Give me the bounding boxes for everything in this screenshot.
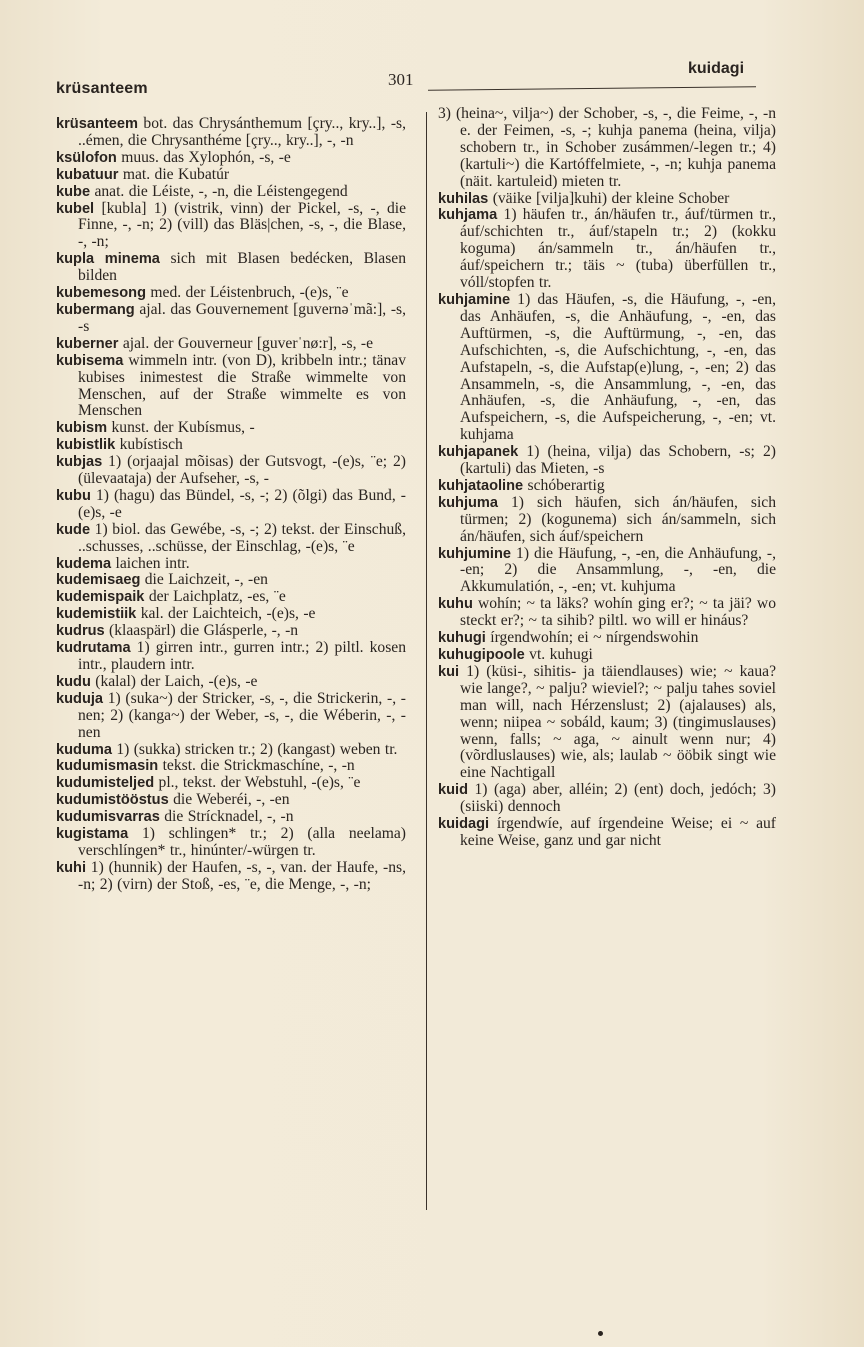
entry-headword: kudemistiik bbox=[56, 606, 137, 623]
dictionary-entry bbox=[438, 495, 776, 546]
entry-definition: 1) (heina, vilja) das Schobern, -s; 2) (kartuli) das Mieten, -s bbox=[460, 443, 776, 478]
entry-definition: 1) (hunnik) der Haufen, -s, -, van. der Haufe, -ns, -n; 2) (virn) der Stoß, -es, ¨e, die Menge, -, -n; bbox=[78, 858, 406, 893]
entry-headword: kudemisaeg bbox=[56, 572, 141, 589]
dictionary-entry bbox=[438, 444, 776, 478]
dictionary-entry bbox=[438, 191, 776, 208]
header-left-guide-word: krüsanteem bbox=[56, 80, 148, 97]
entry-headword: kuduma bbox=[56, 741, 112, 758]
entry-headword: kudrutama bbox=[56, 640, 131, 657]
entry-headword: kuhjama bbox=[438, 207, 498, 224]
dictionary-entry bbox=[56, 758, 406, 775]
entry-headword: kude bbox=[56, 521, 91, 538]
entry-headword: kuhjuma bbox=[438, 494, 499, 511]
entry-definition: 1) schlingen* tr.; 2) (alla neelama) verschlíngen* tr., hinúnter/-würgen tr. bbox=[78, 825, 406, 859]
entry-definition: (kalal) der Laich, -(e)s, -e bbox=[90, 672, 258, 690]
entry-headword: kubistlik bbox=[56, 437, 116, 454]
dictionary-entry bbox=[56, 454, 406, 488]
entry-headword: kudumismasin bbox=[56, 758, 159, 775]
entry-headword: kuid bbox=[438, 782, 468, 799]
entry-definition: 1) (hagu) das Bündel, -s, -; 2) (õlgi) das Bund, -(e)s, -e bbox=[78, 486, 406, 521]
entry-definition: írgendwohín; ei ~ nírgendswohin bbox=[485, 629, 699, 647]
entry-definition: 1) das Häufen, -s, die Häufung, -, -en, das Anhäufen, -s, die Anhäufung, -, -en, das Auftürmen, -s, die Auftürmung, -, -en, das Aufschichten, -s, die Aufschichtung, -, -en, das Aufstapeln, -s, die Aufstap(e)lung, -, -en; 2) das Ansammeln, -s, die Ansammlung, -, -en, das Anhäufen, -s, die Anhäufung, -, -en, das Aufspeichern, -s, die Aufspeicherung, -, -en; vt. kuhjama bbox=[460, 290, 776, 444]
entry-headword: ksülofon bbox=[56, 149, 117, 166]
entry-headword: kugistama bbox=[56, 826, 129, 843]
entry-definition: vt. kuhugi bbox=[524, 646, 593, 663]
dictionary-entry bbox=[56, 150, 406, 167]
dictionary-entry bbox=[56, 792, 406, 809]
dictionary-entry bbox=[56, 488, 406, 522]
entry-headword: kuhugipoole bbox=[438, 647, 525, 663]
dictionary-entry bbox=[56, 826, 406, 860]
page-mark bbox=[598, 1331, 603, 1336]
entry-definition: sich mit Blasen bedécken, Blasen bilden bbox=[78, 250, 407, 285]
entry-definition: ajal. der Gouverneur [guverˈnø:r], -s, -e bbox=[118, 334, 374, 352]
entry-headword: krüsanteem bbox=[56, 116, 138, 132]
entry-definition: (väike [vilja]kuhi) der kleine Schober bbox=[488, 189, 730, 207]
dictionary-entry bbox=[56, 589, 406, 606]
dictionary-entry bbox=[56, 302, 406, 336]
entry-definition: laichen intr. bbox=[111, 554, 190, 572]
dictionary-entry bbox=[56, 809, 406, 826]
page-header bbox=[0, 0, 864, 110]
entry-definition: bot. das Chrysánthemum [çry.., kry..], -s, ..émen, die Chrysanthéme [çry.., kry..], -, -n bbox=[78, 115, 406, 149]
header-right-guide-word: kuidagi bbox=[688, 60, 745, 77]
dictionary-entry bbox=[56, 691, 406, 742]
entry-headword: kuhi bbox=[56, 859, 86, 876]
entry-definition: 1) (sukka) stricken tr.; 2) (kangast) weben tr. bbox=[111, 740, 398, 758]
entry-headword: kudemispaik bbox=[56, 589, 145, 606]
entry-definition: 1) (küsi-, sihitis- ja täiendlauses) wie; ~ kaua? wie lange?, ~ palju? wieviel?; ~ palju tahes soviel man will, nach Hérzenslust; 2) (ajalauses) als, wenn; niipea ~ sobáld, kaum; 3) (tingimuslauses) wenn, falls; ~ aga, ~ ainult wenn nur; 4) (võrdluslauses) wie, als; laulab ~ ööbik singt wie eine Nachtigall bbox=[459, 662, 776, 782]
entry-headword: kudema bbox=[56, 555, 112, 572]
dictionary-entry bbox=[56, 201, 406, 252]
dictionary-entry bbox=[438, 816, 776, 850]
page-number: 301 bbox=[388, 70, 414, 89]
entry-definition: 3) (heina~, vilja~) der Schober, -s, -, die Feime, -, -n e. der Feimen, -s, -; kuhja panema (heina, vilja) schobern tr., in Schober zusámmen/-legen tr.; 4) (kartuli~) die Kartóffelmiete, -, -n; kuhja panema (näit. kartuleid) mieten tr. bbox=[438, 105, 776, 190]
dictionary-entry bbox=[438, 664, 776, 782]
dictionary-entry bbox=[56, 437, 406, 454]
entry-headword: kubemesong bbox=[56, 285, 147, 302]
entry-headword: kudumisvarras bbox=[56, 809, 160, 826]
entry-headword: kudrus bbox=[56, 623, 105, 640]
entry-headword: kuhjamine bbox=[438, 291, 511, 308]
entry-definition: schóberartig bbox=[523, 476, 605, 494]
entry-definition: pl., tekst. der Webstuhl, -(e)s, ¨e bbox=[154, 774, 361, 792]
dictionary-entry bbox=[56, 606, 406, 623]
entry-headword: kuhjataoline bbox=[438, 477, 524, 494]
entry-headword: kubu bbox=[56, 487, 91, 504]
entry-definition: die Weberéi, -, -en bbox=[168, 791, 290, 809]
dictionary-entry bbox=[56, 640, 406, 674]
dictionary-entry bbox=[56, 674, 406, 691]
entry-headword: kube bbox=[56, 183, 91, 200]
entry-definition: 1) girren intr., gurren intr.; 2) piltl. kosen intr., plaudern intr. bbox=[78, 639, 406, 673]
dictionary-entry bbox=[56, 167, 406, 184]
dictionary-entry bbox=[56, 556, 406, 573]
dictionary-entry bbox=[56, 285, 406, 302]
dictionary-entry bbox=[438, 292, 776, 444]
entry-headword: kubatuur bbox=[56, 166, 119, 183]
entry-headword: kuhjapanek bbox=[438, 444, 519, 461]
dictionary-entry bbox=[56, 184, 406, 201]
entry-definition: tekst. die Strickmaschíne, -, -n bbox=[158, 757, 355, 775]
dictionary-entry bbox=[56, 623, 406, 640]
column-divider bbox=[426, 112, 427, 1210]
entry-headword: kubisema bbox=[56, 352, 124, 369]
entry-definition: (klaaspärl) die Glásperle, -, -n bbox=[104, 622, 299, 640]
dictionary-entry bbox=[56, 742, 406, 759]
dictionary-entry bbox=[438, 546, 776, 597]
entry-definition: wohín; ~ ta läks? wohín ging er?; ~ ta jäi? wo steckt er?; ~ ta sihib? piltl. wo will er hináus? bbox=[460, 595, 776, 630]
entry-definition: ajal. das Gouvernement [guvernəˈmã:], -s, -s bbox=[78, 300, 406, 335]
entry-headword: kuduja bbox=[56, 690, 104, 707]
entry-definition: írgendwíe, auf írgendeine Weise; ei ~ auf keine Weise, ganz und gar nicht bbox=[460, 815, 776, 849]
entry-headword: kuhugi bbox=[438, 630, 486, 647]
entry-definition: anat. die Léiste, -, -n, die Léistengegend bbox=[90, 182, 348, 200]
entry-definition: 1) (orjaajal mõisas) der Gutsvogt, -(e)s, ¨e; 2) (ülevaataja) der Aufseher, -s, - bbox=[78, 453, 406, 488]
dictionary-entry bbox=[438, 647, 776, 664]
entry-headword: kuhilas bbox=[438, 190, 489, 207]
left-column bbox=[56, 116, 406, 894]
entry-headword: kuidagi bbox=[438, 816, 490, 833]
dictionary-entry bbox=[438, 596, 776, 630]
right-column bbox=[438, 106, 776, 850]
entry-headword: kubism bbox=[56, 420, 108, 437]
dictionary-entry bbox=[56, 420, 406, 437]
dictionary-entry bbox=[56, 775, 406, 792]
dictionary-entry bbox=[438, 782, 776, 816]
entry-headword: kubermang bbox=[56, 301, 135, 318]
dictionary-entry bbox=[56, 522, 406, 556]
entry-definition: kal. der Laichteich, -(e)s, -e bbox=[136, 605, 316, 623]
entry-headword: kubjas bbox=[56, 454, 103, 471]
entry-headword: kuhu bbox=[438, 596, 473, 613]
entry-definition: die Strícknadel, -, -n bbox=[159, 808, 294, 826]
entry-definition: 1) (suka~) der Stricker, -s, -, die Strickerin, -, -nen; 2) (kanga~) der Weber, -s, -, die Wéberin, -, -nen bbox=[78, 689, 406, 741]
entry-definition: [kubla] 1) (vistrik, vinn) der Pickel, -s, -, die Finne, -, -n; 2) (vill) das Bläs|chen, -s, -, die Blase, -, -n; bbox=[78, 199, 406, 251]
entry-definition: med. der Léistenbruch, -(e)s, ¨e bbox=[146, 284, 349, 302]
entry-definition: 1) sich häufen, sich án/häufen, sich türmen; 2) (kogunema) sich án/sammeln, sich án/häufen, sich áuf/speichern bbox=[460, 493, 776, 545]
entry-definition: der Laichplatz, -es, ¨e bbox=[144, 588, 286, 606]
entry-definition: kunst. der Kubísmus, - bbox=[107, 419, 255, 437]
entry-headword: kui bbox=[438, 663, 460, 680]
entry-headword: kuhjumine bbox=[438, 545, 511, 562]
dictionary-entry bbox=[56, 251, 406, 285]
entry-definition: 1) die Häufung, -, -en, die Anhäufung, -, -en; 2) die Ansammlung, -, -en, die Akkumulatión, -, -en; vt. kuhjuma bbox=[460, 544, 776, 596]
entry-headword: kuberner bbox=[56, 335, 119, 352]
entry-definition: mat. die Kubatúr bbox=[118, 165, 230, 183]
entry-definition: die Laichzeit, -, -en bbox=[140, 571, 268, 589]
entry-headword: kudumistööstus bbox=[56, 792, 169, 809]
entry-headword: kupla minema bbox=[56, 251, 160, 268]
entry-definition: muus. das Xylophón, -s, -e bbox=[116, 148, 291, 166]
entry-headword: kudu bbox=[56, 673, 91, 690]
entry-headword: kudumisteljed bbox=[56, 775, 155, 792]
dictionary-entry bbox=[56, 860, 406, 894]
entry-definition: kubístisch bbox=[115, 436, 183, 454]
entry-definition: 1) häufen tr., án/häufen tr., áuf/türmen tr., áuf/schichten tr., áuf/stapeln tr.; 2) (kokku koguma) án/sammeln tr., án/häufen tr., áuf/speichern tr.; täis ~ (tuba) überfüllen tr., vóll/stopfen tr. bbox=[460, 206, 776, 292]
entry-definition: 1) (aga) aber, alléin; 2) (ent) doch, jedóch; 3) (siiski) dennoch bbox=[460, 781, 776, 816]
entry-definition: wimmeln intr. (von D), kribbeln intr.; tänav kubises inimestest die Straße wimmelte von Menschen, auf der Straße wimmelte es von Menschen bbox=[78, 351, 406, 420]
entry-headword: kubel bbox=[56, 200, 95, 217]
dictionary-entry bbox=[56, 353, 406, 421]
dictionary-entry bbox=[438, 478, 776, 495]
dictionary-entry bbox=[56, 572, 406, 589]
dictionary-entry bbox=[56, 336, 406, 353]
dictionary-entry bbox=[438, 207, 776, 292]
dictionary-entry bbox=[438, 630, 776, 647]
dictionary-entry bbox=[438, 106, 776, 191]
header-rule bbox=[428, 86, 756, 90]
dictionary-entry bbox=[56, 116, 406, 150]
entry-definition: 1) biol. das Gewébe, -s, -; 2) tekst. der Einschuß, ..schusses, ..schüsse, der Einschlag, -(e)s, ¨e bbox=[78, 520, 406, 555]
